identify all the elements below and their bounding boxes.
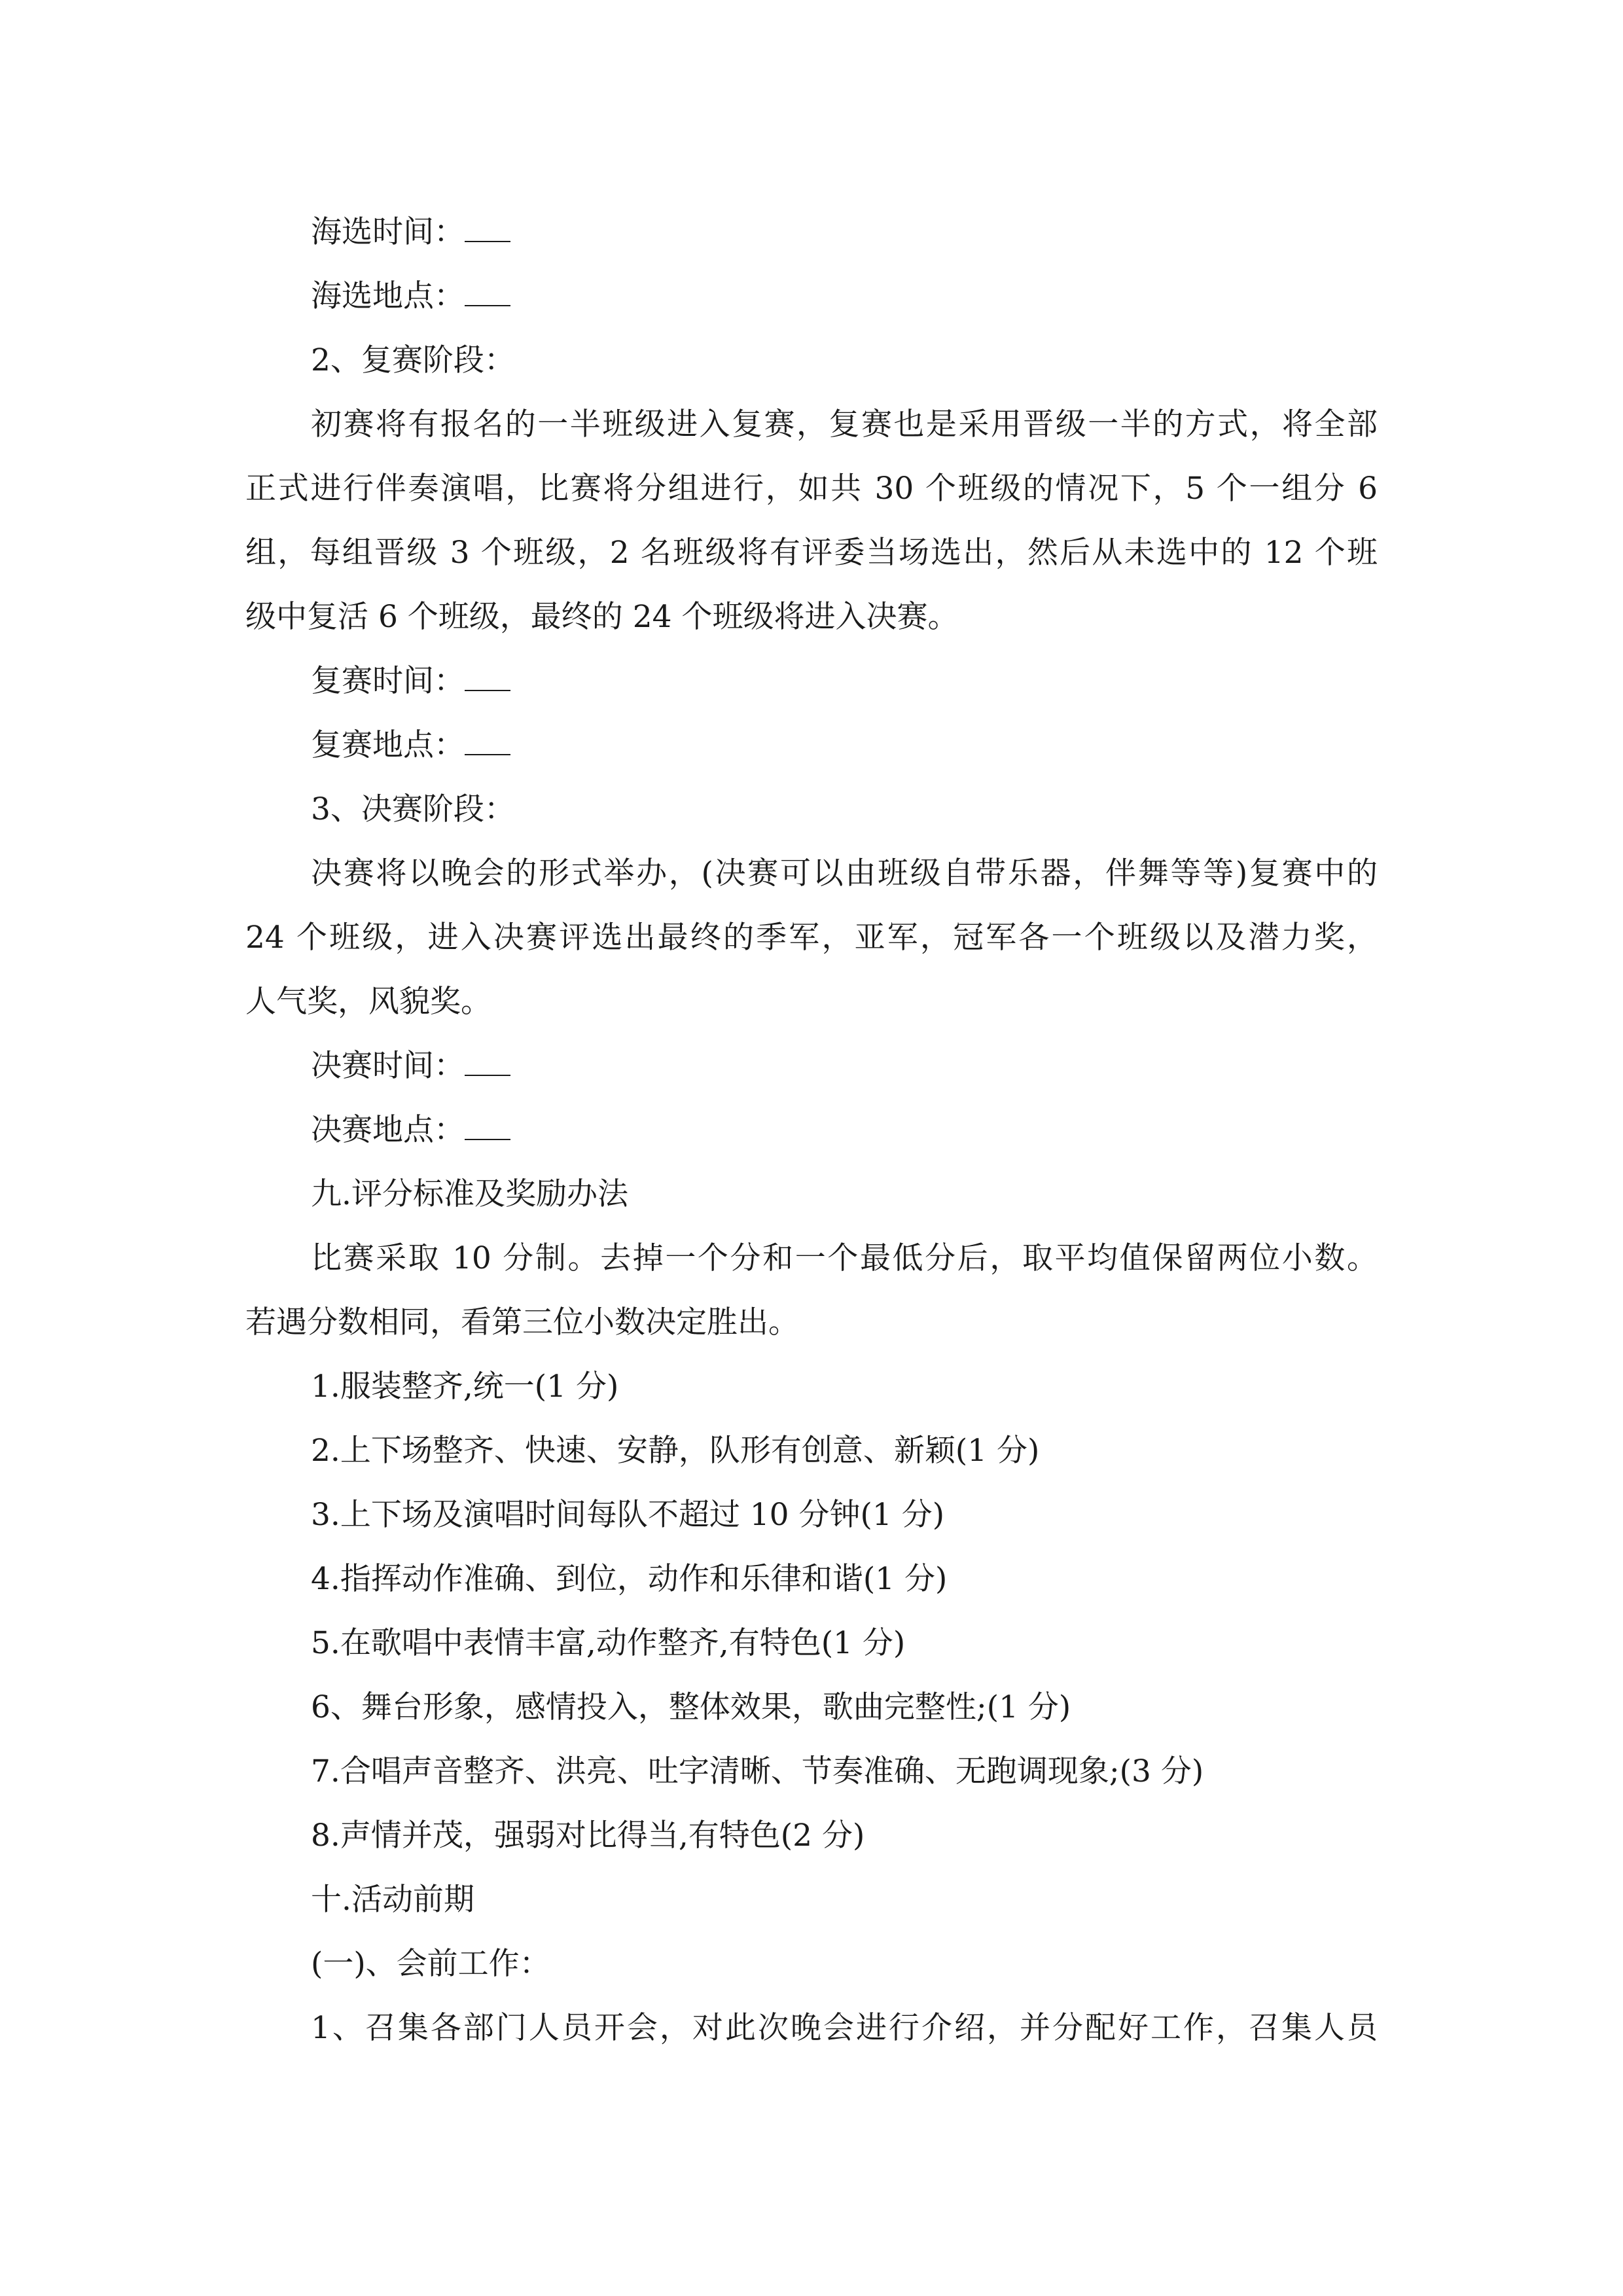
final-time-label: 决赛时间： (311, 1048, 465, 1084)
semifinal-time-blank (465, 653, 510, 691)
criteria-item-8: 8.声情并茂，强弱对比得当,有特色(2 分) (311, 1818, 865, 1854)
scoring-para-line-1: 比赛采取 10 分制。去掉一个分和一个最低分后，取平均值保留两位小数。 (311, 1240, 1378, 1276)
final-para-line-2: 24 个班级，进入决赛评选出最终的季军，亚军，冠军各一个班级以及潜力奖， (245, 920, 1378, 956)
semifinal-para-line-1: 初赛将有报名的一半班级进入复赛，复赛也是采用晋级一半的方式，将全部 (311, 406, 1378, 442)
semifinal-para-line-3: 组，每组晋级 3 个班级，2 名班级将有评委当场选出，然后从未选中的 12 个班 (245, 535, 1378, 571)
final-heading: 3、决赛阶段： (311, 791, 515, 827)
semifinal-place-line (245, 713, 1378, 778)
criteria-item-1: 1.服装整齐,统一(1 分) (311, 1369, 619, 1405)
semifinal-time-label: 复赛时间： (311, 663, 465, 699)
semifinal-para-line-4: 级中复活 6 个班级，最终的 24 个班级将进入决赛。 (245, 599, 959, 635)
haixuan-place-label: 海选地点： (311, 278, 465, 314)
final-para-line-3: 人气奖，风貌奖。 (245, 984, 491, 1020)
criteria-item-6: 6、舞台形象，感情投入，整体效果，歌曲完整性;(1 分) (311, 1689, 1071, 1725)
final-time-blank (465, 1038, 510, 1076)
criteria-item-4: 4.指挥动作准确、到位，动作和乐律和谐(1 分) (311, 1561, 948, 1597)
criteria-item-7: 7.合唱声音整齐、洪亮、吐字清晰、节奏准确、无跑调现象;(3 分) (311, 1753, 1204, 1789)
section-10-heading: 十.活动前期 (311, 1882, 474, 1918)
haixuan-place-blank (465, 268, 510, 306)
haixuan-time-blank (465, 204, 510, 242)
criteria-item-5: 5.在歌唱中表情丰富,动作整齐,有特色(1 分) (311, 1625, 906, 1661)
semifinal-place-blank (465, 717, 510, 755)
section-9-heading: 九.评分标准及奖励办法 (311, 1176, 628, 1212)
semifinal-heading: 2、复赛阶段： (311, 342, 515, 378)
document-page (245, 200, 1378, 2060)
criteria-item-3: 3.上下场及演唱时间每队不超过 10 分钟(1 分) (311, 1497, 945, 1533)
pre-meeting-item-1: 1、召集各部门人员开会，对此次晚会进行介绍，并分配好工作，召集人员 (311, 2010, 1378, 2046)
semifinal-place-label: 复赛地点： (311, 727, 465, 763)
final-place-blank (465, 1102, 510, 1140)
haixuan-place-line (245, 264, 1378, 329)
criteria-item-2: 2.上下场整齐、快速、安静，队形有创意、新颖(1 分) (311, 1433, 1040, 1469)
semifinal-time-line (245, 649, 1378, 713)
semifinal-para-line-2: 正式进行伴奏演唱，比赛将分组进行，如共 30 个班级的情况下，5 个一组分 6 (245, 471, 1378, 507)
haixuan-time-label: 海选时间： (311, 214, 465, 250)
final-place-line (245, 1098, 1378, 1162)
final-para-line-1: 决赛将以晚会的形式举办，(决赛可以由班级自带乐器，伴舞等等)复赛中的 (311, 855, 1378, 891)
final-time-line (245, 1034, 1378, 1098)
scoring-para-line-2: 若遇分数相同，看第三位小数决定胜出。 (245, 1304, 799, 1340)
final-place-label: 决赛地点： (311, 1112, 465, 1148)
pre-meeting-heading: (一)、会前工作： (311, 1946, 550, 1982)
haixuan-time-line (245, 200, 1378, 264)
